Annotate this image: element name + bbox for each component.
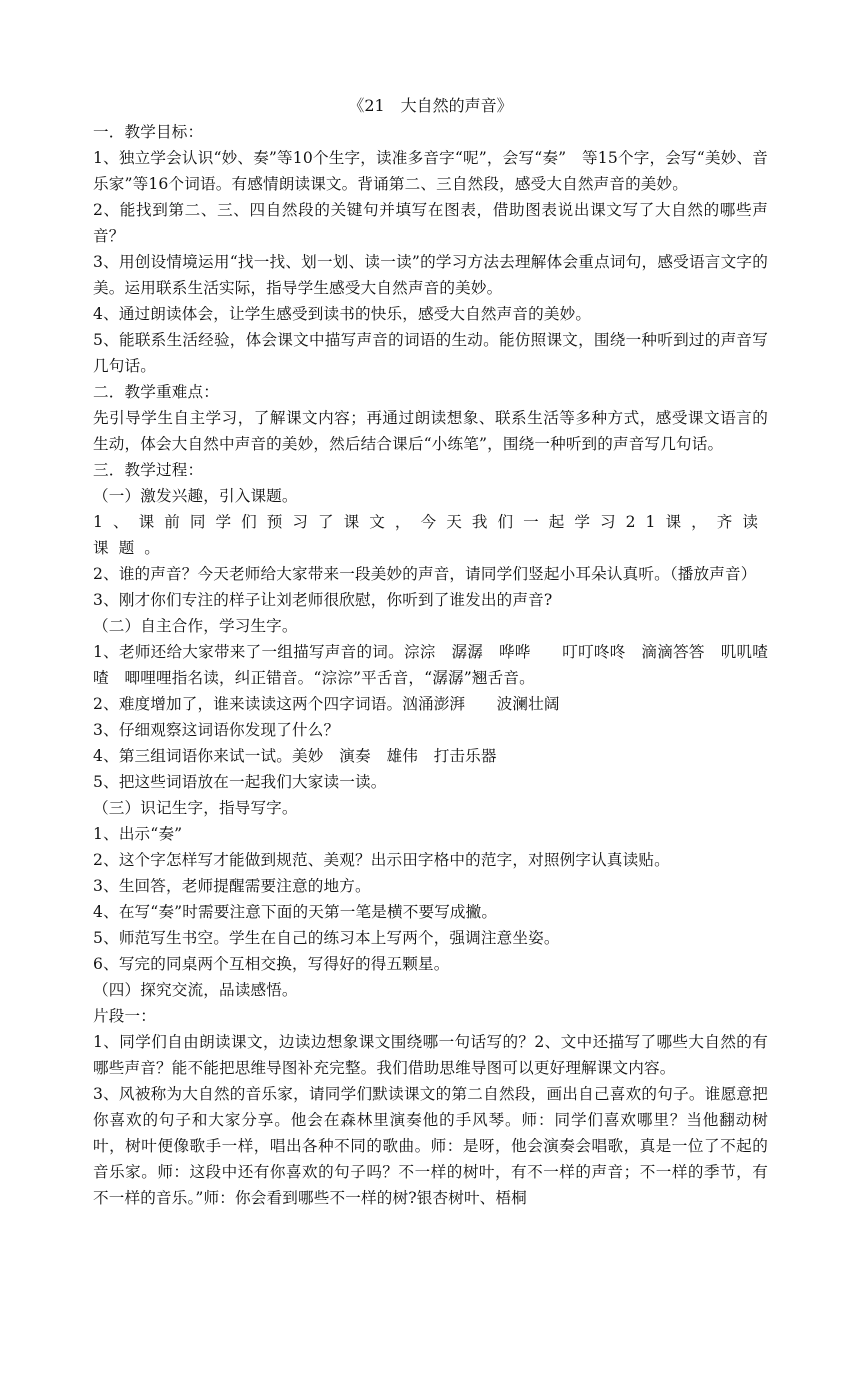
paragraph-step-1-2: 2、谁的声音？今天老师给大家带来一段美妙的声音，请同学们竖起小耳朵认真听。（播放声音）: [93, 565, 757, 583]
paragraph-step-2-1: 1、老师还给大家带来了一组描写声音的词。淙淙 潺潺 哗哗 叮叮咚咚 滴滴答答 叽叽喳喳 唧哩哩指名读，纠正错音。“淙淙”平舌音，“潺潺”翘舌音。: [93, 643, 768, 687]
paragraph-section-1-heading: （一）激发兴趣，引入课题。: [93, 487, 298, 505]
paragraph-step-1-1: 1、课前同学们预习了课文，今天我们一起学习21课，齐读课题。: [93, 513, 768, 557]
paragraph-keypoints-heading: 二．教学重难点：: [93, 383, 219, 401]
paragraph-objective-3: 3、用创设情境运用“找一找、划一划、读一读”的学习方法去理解体会重点词句，感受语言文字的美。运用联系生活实际，指导学生感受大自然声音的美妙。: [93, 253, 768, 297]
paragraph-fragment-1-label: 片段一：: [93, 1007, 156, 1025]
paragraph-section-3-heading: （三）识记生字，指导写字。: [93, 799, 298, 817]
paragraph-step-3-5: 5、师范写生书空。学生在自己的练习本上写两个，强调注意坐姿。: [93, 929, 560, 947]
paragraph-step-2-3: 3、仔细观察这词语你发现了什么？: [93, 721, 340, 739]
paragraph-step-2-2: 2、难度增加了，谁来读读这两个四字词语。汹涌澎湃 波澜壮阔: [93, 695, 560, 713]
paragraph-step-2-4: 4、第三组词语你来试一试。美妙 演奏 雄伟 打击乐器: [93, 747, 497, 765]
document-page: [93, 93, 768, 1211]
paragraph-step-1-3: 3、刚才你们专注的样子让刘老师很欣慰，你听到了谁发出的声音?: [93, 591, 553, 609]
paragraph-process-heading: 三．教学过程：: [93, 461, 204, 479]
paragraph-step-4-3: 3、风被称为大自然的音乐家，请同学们默读课文的第二自然段，画出自己喜欢的句子。谁愿意把你喜欢的句子和大家分享。他会在森林里演奏他的手风琴。师：同学们喜欢哪里？当他翻动树叶，树叶便像歌手一样，唱出各种不同的歌曲。师：是呀，他会演奏会唱歌，真是一位了不起的音乐家。师：这段中还有你喜欢的句子吗？不一样的树叶，有不一样的声音；不一样的季节，有不一样的音乐。”师：你会看到哪些不一样的树?银杏树叶、梧桐: [93, 1085, 768, 1207]
paragraph-step-4-1: 1、同学们自由朗读课文，边读边想象课文围绕哪一句话写的？2、文中还描写了哪些大自然的有哪些声音？能不能把思维导图补充完整。我们借助思维导图可以更好理解课文内容。: [93, 1033, 768, 1077]
document-title: 《21 大自然的声音》: [348, 96, 513, 115]
paragraph-step-3-4: 4、在写“奏”时需要注意下面的天第一笔是横不要写成撇。: [93, 903, 498, 921]
paragraph-step-2-5: 5、把这些词语放在一起我们大家读一读。: [93, 773, 387, 791]
paragraph-objectives-heading: 一．教学目标：: [93, 123, 204, 141]
paragraph-step-3-3: 3、生回答，老师提醒需要注意的地方。: [93, 877, 371, 895]
paragraph-section-2-heading: （二）自主合作，学习生字。: [93, 617, 298, 635]
paragraph-objective-4: 4、通过朗读体会，让学生感受到读书的快乐，感受大自然声音的美妙。: [93, 305, 592, 323]
paragraph-objective-5: 5、能联系生活经验，体会课文中描写声音的词语的生动。能仿照课文，围绕一种听到过的声音写几句话。: [93, 331, 768, 375]
paragraph-step-3-6: 6、写完的同桌两个互相交换，写得好的得五颗星。: [93, 955, 450, 973]
paragraph-objective-1: 1、独立学会认识“妙、奏”等10个生字，读准多音字“呢”，会写“奏” 等15个字，会写“美妙、音乐家”等16个词语。有感情朗读课文。背诵第二、三自然段，感受大自然声音的美妙。: [93, 149, 768, 193]
paragraph-objective-2: 2、能找到第二、三、四自然段的关键句并填写在图表，借助图表说出课文写了大自然的哪些声音？: [93, 201, 768, 245]
paragraph-step-3-2: 2、这个字怎样写才能做到规范、美观？出示田字格中的范字，对照例字认真读贴。: [93, 851, 670, 869]
paragraph-section-4-heading: （四）探究交流，品读感悟。: [93, 981, 298, 999]
paragraph-keypoints: 先引导学生自主学习，了解课文内容；再通过朗读想象、联系生活等多种方式，感受课文语言的生动，体会大自然中声音的美妙，然后结合课后“小练笔”，围绕一种听到的声音写几句话。: [93, 409, 768, 453]
paragraph-step-3-1: 1、出示“奏”: [93, 825, 183, 843]
